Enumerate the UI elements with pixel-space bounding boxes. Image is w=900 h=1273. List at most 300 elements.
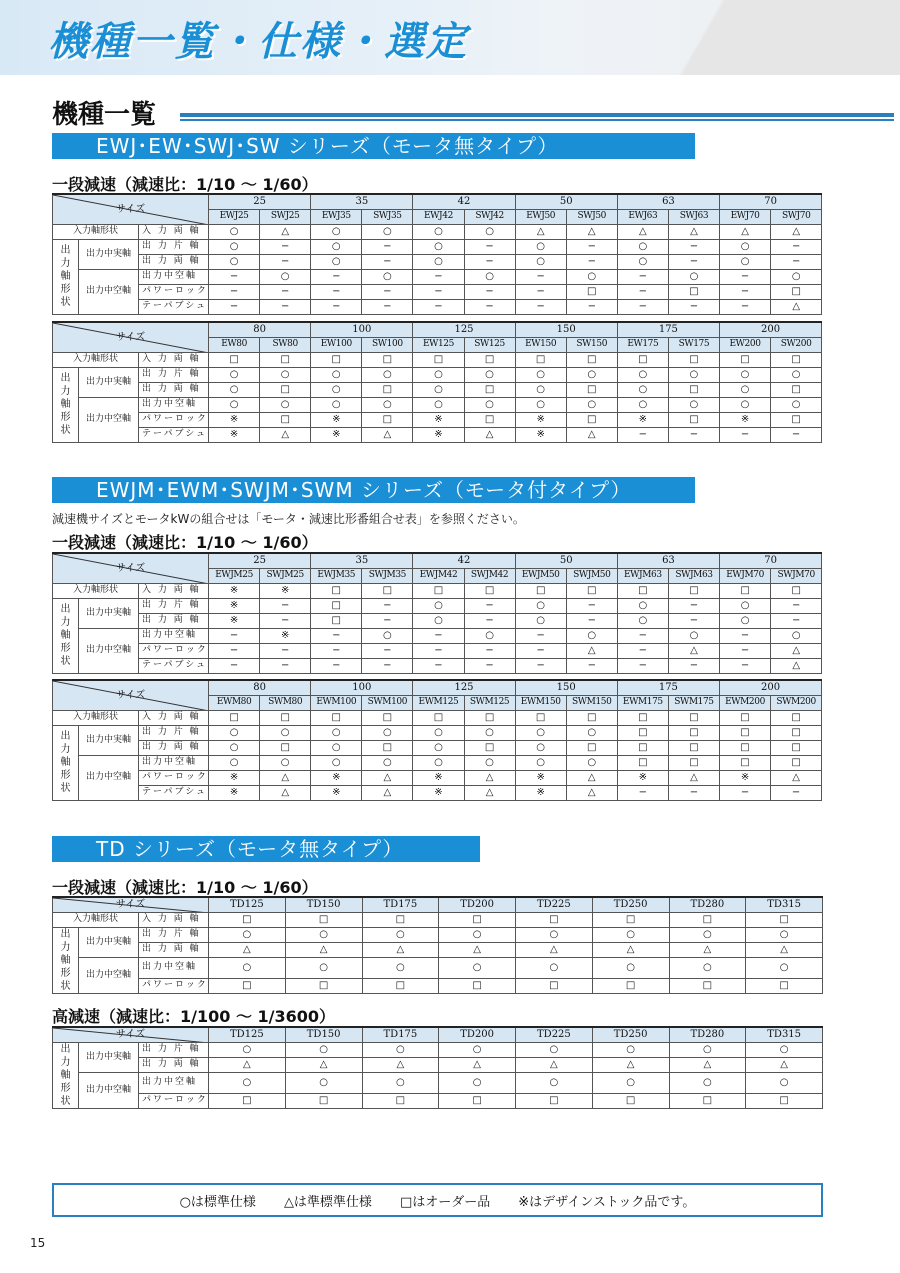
spec-cell: □ <box>439 978 516 993</box>
size-header: 25 <box>209 553 311 568</box>
spec-cell: − <box>771 598 822 613</box>
spec-cell: ○ <box>260 269 311 284</box>
spec-cell: − <box>464 598 515 613</box>
spec-table-td-high <box>52 1026 822 1109</box>
spec-cell: ○ <box>413 740 464 755</box>
spec-table-ewjm <box>52 552 822 674</box>
size-label: サイズ <box>115 689 146 701</box>
spec-row-label: 出力中空軸 <box>139 397 209 412</box>
spec-cell: □ <box>771 412 822 427</box>
model-header: TD175 <box>362 1027 439 1042</box>
model-header: SWJM25 <box>260 568 311 583</box>
model-header: SWM175 <box>668 695 719 710</box>
spec-cell: □ <box>617 755 668 770</box>
size-label: サイズ <box>115 1029 146 1041</box>
spec-cell: ○ <box>617 613 668 628</box>
spec-cell: □ <box>413 710 464 725</box>
model-header: SW100 <box>362 337 413 352</box>
spec-cell: − <box>719 427 770 442</box>
spec-row-label: テーパブシュ <box>139 427 209 442</box>
spec-cell: ○ <box>439 957 516 978</box>
subtitle-t6: 高減速（減速比：1/100 〜 1/3600） <box>52 1007 336 1026</box>
spec-cell: ○ <box>362 367 413 382</box>
spec-cell: − <box>413 628 464 643</box>
spec-cell: □ <box>362 352 413 367</box>
spec-cell: □ <box>668 352 719 367</box>
spec-cell: △ <box>566 643 617 658</box>
spec-cell: □ <box>260 412 311 427</box>
spec-cell: ○ <box>464 269 515 284</box>
spec-cell: ○ <box>285 1072 362 1093</box>
spec-cell: ○ <box>515 598 566 613</box>
model-header: SW80 <box>260 337 311 352</box>
size-header: 50 <box>515 553 617 568</box>
model-header: EW175 <box>617 337 668 352</box>
spec-cell: − <box>260 643 311 658</box>
spec-cell: △ <box>668 770 719 785</box>
spec-cell: □ <box>669 912 746 927</box>
spec-cell: □ <box>260 382 311 397</box>
spec-cell: □ <box>311 598 362 613</box>
model-header: SW150 <box>566 337 617 352</box>
size-label: サイズ <box>115 331 146 343</box>
model-header: TD315 <box>746 897 823 912</box>
spec-cell: □ <box>260 352 311 367</box>
spec-cell: □ <box>413 583 464 598</box>
spec-cell: ○ <box>592 927 669 942</box>
size-header: 70 <box>720 553 822 568</box>
model-header: EW80 <box>209 337 260 352</box>
spec-cell: ○ <box>668 367 719 382</box>
spec-cell: ○ <box>362 1042 439 1057</box>
spec-cell: ※ <box>719 412 770 427</box>
spec-cell: □ <box>668 284 719 299</box>
spec-cell: ※ <box>311 770 362 785</box>
spec-cell: ○ <box>669 927 746 942</box>
spec-cell: □ <box>771 710 822 725</box>
subtitle-t5: 一段減速（減速比：1/10 〜 1/60） <box>52 878 318 897</box>
spec-cell: − <box>771 254 822 269</box>
spec-cell: − <box>413 299 464 314</box>
spec-cell: ○ <box>515 239 566 254</box>
spec-cell: − <box>515 628 566 643</box>
output-shape-label: 出 力 軸 形 状 <box>53 725 79 800</box>
input-shape-label: 入力軸形状 <box>53 912 139 927</box>
spec-cell: ○ <box>516 957 593 978</box>
size-header: 175 <box>617 322 719 337</box>
size-header: 150 <box>515 322 617 337</box>
spec-cell: □ <box>719 710 770 725</box>
output-shape-label: 出 力 軸 形 状 <box>53 239 79 314</box>
spec-cell: △ <box>362 770 413 785</box>
spec-cell: − <box>515 299 566 314</box>
spec-cell: ○ <box>285 1042 362 1057</box>
spec-cell: ※ <box>209 583 260 598</box>
spec-cell: ○ <box>311 755 362 770</box>
spec-cell: ○ <box>362 725 413 740</box>
spec-cell: □ <box>669 978 746 993</box>
spec-cell: ○ <box>516 1072 593 1093</box>
model-header: TD225 <box>516 897 593 912</box>
spec-cell: □ <box>285 912 362 927</box>
spec-cell: ○ <box>413 254 464 269</box>
spec-cell: ○ <box>362 224 413 239</box>
spec-cell: □ <box>746 978 823 993</box>
hollow-shaft-label: 出力中空軸 <box>79 269 139 314</box>
spec-cell: □ <box>668 412 719 427</box>
spec-cell: △ <box>771 299 822 314</box>
spec-cell: − <box>720 299 771 314</box>
spec-cell: ○ <box>617 367 668 382</box>
spec-cell: ○ <box>720 254 771 269</box>
spec-cell: ○ <box>311 239 362 254</box>
spec-cell: □ <box>515 352 566 367</box>
model-header: SWM125 <box>464 695 515 710</box>
spec-cell: □ <box>668 725 719 740</box>
spec-cell: − <box>260 299 311 314</box>
spec-table-td <box>52 896 822 994</box>
spec-cell: □ <box>260 710 311 725</box>
spec-cell: □ <box>746 912 823 927</box>
spec-cell: − <box>464 299 515 314</box>
spec-cell: − <box>362 613 413 628</box>
spec-cell: △ <box>668 643 719 658</box>
spec-cell: △ <box>617 224 668 239</box>
spec-cell: ○ <box>669 1042 746 1057</box>
model-header: EWJM42 <box>413 568 464 583</box>
spec-cell: ○ <box>209 382 260 397</box>
spec-table-ewj <box>52 193 822 315</box>
spec-cell: ※ <box>413 770 464 785</box>
spec-row-label: パワーロック <box>139 412 209 427</box>
spec-cell: □ <box>771 352 822 367</box>
spec-row-label: 出力中空軸 <box>139 957 209 978</box>
input-shape-label: 入力軸形状 <box>53 224 139 239</box>
spec-cell: △ <box>260 224 311 239</box>
spec-row-label: 入 力 両 軸 <box>139 352 209 367</box>
spec-cell: − <box>311 269 362 284</box>
spec-cell: □ <box>566 412 617 427</box>
spec-cell: □ <box>362 710 413 725</box>
size-corner-cell <box>53 1027 209 1042</box>
size-corner-cell <box>53 897 209 912</box>
spec-cell: □ <box>592 978 669 993</box>
model-header: EWJ35 <box>311 209 362 224</box>
spec-row-label: 出 力 片 軸 <box>139 725 209 740</box>
spec-cell: − <box>464 239 515 254</box>
model-header: EWJM50 <box>515 568 566 583</box>
spec-cell: ○ <box>311 254 362 269</box>
spec-cell: ○ <box>515 740 566 755</box>
size-corner-cell <box>53 322 209 352</box>
model-header: EWJ70 <box>720 209 771 224</box>
spec-cell: − <box>720 658 771 673</box>
spec-cell: □ <box>464 412 515 427</box>
spec-cell: ○ <box>311 367 362 382</box>
subtitle-t1: 一段減速（減速比：1/10 〜 1/60） <box>52 175 318 194</box>
spec-cell: − <box>362 284 413 299</box>
spec-cell: □ <box>439 912 516 927</box>
spec-cell: □ <box>311 352 362 367</box>
spec-cell: △ <box>464 785 515 800</box>
title-rule-thin <box>180 119 894 121</box>
series-banner-ewjm: EWJM･EWM･SWJM･SWM シリーズ（モータ付タイプ） <box>52 477 695 503</box>
spec-cell: − <box>668 785 719 800</box>
spec-cell: ○ <box>362 957 439 978</box>
spec-row-label: 出 力 片 軸 <box>139 927 209 942</box>
spec-cell: − <box>617 785 668 800</box>
spec-cell: □ <box>260 740 311 755</box>
legend-box <box>52 1183 823 1217</box>
spec-cell: ○ <box>260 755 311 770</box>
spec-cell: − <box>515 269 566 284</box>
spec-cell: ○ <box>311 224 362 239</box>
spec-cell: − <box>515 643 566 658</box>
model-header: SWJM70 <box>771 568 822 583</box>
spec-cell: ○ <box>617 397 668 412</box>
spec-cell: − <box>413 658 464 673</box>
spec-cell: ○ <box>464 755 515 770</box>
spec-cell: − <box>617 643 668 658</box>
model-header: SWJ70 <box>771 209 822 224</box>
model-header: SWJ63 <box>668 209 719 224</box>
spec-cell: □ <box>566 382 617 397</box>
spec-cell: □ <box>566 352 617 367</box>
spec-row-label: 出力中空軸 <box>139 628 209 643</box>
spec-cell: ○ <box>439 927 516 942</box>
spec-cell: − <box>668 239 719 254</box>
size-header: 175 <box>617 680 719 695</box>
spec-cell: □ <box>285 1093 362 1108</box>
input-shape-label: 入力軸形状 <box>53 583 139 598</box>
spec-cell: □ <box>439 1093 516 1108</box>
page-header <box>0 0 900 75</box>
model-header: SW200 <box>771 337 822 352</box>
spec-cell: ○ <box>746 1072 823 1093</box>
spec-cell: − <box>464 658 515 673</box>
spec-cell: □ <box>746 1093 823 1108</box>
spec-cell: ○ <box>566 397 617 412</box>
output-shape-label: 出 力 軸 形 状 <box>53 598 79 673</box>
spec-cell: − <box>668 427 719 442</box>
spec-cell: − <box>362 658 413 673</box>
spec-cell: □ <box>515 710 566 725</box>
spec-cell: △ <box>362 942 439 957</box>
spec-cell: ※ <box>209 427 260 442</box>
spec-cell: − <box>362 254 413 269</box>
model-header: EWM150 <box>515 695 566 710</box>
spec-cell: □ <box>516 1093 593 1108</box>
spec-cell: − <box>515 658 566 673</box>
spec-cell: − <box>209 628 260 643</box>
spec-cell: − <box>464 643 515 658</box>
spec-cell: ○ <box>516 1042 593 1057</box>
spec-cell: ○ <box>209 957 286 978</box>
spec-cell: □ <box>464 583 515 598</box>
model-header: EWJ25 <box>209 209 260 224</box>
spec-row-label: 入 力 両 軸 <box>139 710 209 725</box>
spec-cell: △ <box>771 658 822 673</box>
spec-cell: ○ <box>209 927 286 942</box>
spec-cell: △ <box>439 1057 516 1072</box>
spec-cell: − <box>720 269 771 284</box>
spec-cell: − <box>209 284 260 299</box>
spec-cell: ○ <box>668 269 719 284</box>
spec-cell: − <box>668 658 719 673</box>
spec-cell: □ <box>771 725 822 740</box>
spec-cell: ○ <box>209 224 260 239</box>
spec-cell: □ <box>617 710 668 725</box>
spec-cell: − <box>617 284 668 299</box>
spec-cell: ○ <box>592 957 669 978</box>
spec-cell: □ <box>209 978 286 993</box>
model-header: TD250 <box>592 1027 669 1042</box>
spec-cell: − <box>668 598 719 613</box>
spec-cell: ○ <box>720 239 771 254</box>
spec-cell: ○ <box>566 755 617 770</box>
model-header: EWJM35 <box>311 568 362 583</box>
series-banner-td: TD シリーズ（モータ無タイプ） <box>52 836 480 862</box>
spec-cell: ○ <box>209 367 260 382</box>
model-header: EWJ63 <box>617 209 668 224</box>
spec-cell: − <box>771 239 822 254</box>
size-header: 63 <box>617 553 719 568</box>
input-shape-label: 入力軸形状 <box>53 352 139 367</box>
solid-shaft-label: 出力中実軸 <box>79 239 139 269</box>
spec-cell: ○ <box>285 927 362 942</box>
size-header: 50 <box>515 194 617 209</box>
input-shape-label: 入力軸形状 <box>53 710 139 725</box>
spec-cell: □ <box>566 710 617 725</box>
spec-cell: ○ <box>413 397 464 412</box>
spec-cell: ○ <box>669 957 746 978</box>
spec-cell: − <box>720 643 771 658</box>
spec-cell: ○ <box>668 397 719 412</box>
size-header: 125 <box>413 322 515 337</box>
spec-cell: − <box>617 269 668 284</box>
size-header: 80 <box>209 322 311 337</box>
spec-cell: ※ <box>515 770 566 785</box>
spec-cell: ※ <box>515 412 566 427</box>
solid-shaft-label: 出力中実軸 <box>79 598 139 628</box>
size-label: サイズ <box>115 899 146 911</box>
spec-cell: △ <box>439 942 516 957</box>
spec-cell: − <box>362 299 413 314</box>
hollow-shaft-label: 出力中空軸 <box>79 1072 139 1108</box>
size-header: 35 <box>311 553 413 568</box>
spec-cell: − <box>617 628 668 643</box>
spec-cell: ○ <box>285 957 362 978</box>
spec-cell: ○ <box>209 254 260 269</box>
spec-cell: ○ <box>209 1072 286 1093</box>
spec-cell: − <box>311 284 362 299</box>
spec-cell: □ <box>362 740 413 755</box>
spec-cell: □ <box>464 352 515 367</box>
spec-cell: □ <box>668 583 719 598</box>
spec-cell: △ <box>516 942 593 957</box>
spec-cell: ○ <box>413 239 464 254</box>
solid-shaft-label: 出力中実軸 <box>79 1042 139 1072</box>
spec-cell: ○ <box>515 367 566 382</box>
size-corner-cell <box>53 553 209 583</box>
model-header: SWJM63 <box>668 568 719 583</box>
spec-cell: □ <box>719 352 770 367</box>
spec-cell: ○ <box>464 628 515 643</box>
spec-cell: △ <box>566 770 617 785</box>
spec-cell: □ <box>362 1093 439 1108</box>
spec-cell: − <box>260 284 311 299</box>
spec-cell: ○ <box>720 598 771 613</box>
section-title: 機種一覧 <box>52 100 157 130</box>
spec-cell: □ <box>209 710 260 725</box>
spec-cell: − <box>566 254 617 269</box>
size-header: 100 <box>311 680 413 695</box>
output-shape-label: 出 力 軸 形 状 <box>53 927 79 993</box>
spec-cell: ○ <box>464 367 515 382</box>
model-header: TD150 <box>285 897 362 912</box>
spec-cell: △ <box>260 770 311 785</box>
spec-cell: − <box>260 613 311 628</box>
model-header: SWJ42 <box>464 209 515 224</box>
spec-cell: ○ <box>464 397 515 412</box>
spec-cell: − <box>362 598 413 613</box>
hollow-shaft-label: 出力中空軸 <box>79 628 139 673</box>
spec-cell: − <box>720 628 771 643</box>
spec-row-label: 出 力 両 軸 <box>139 254 209 269</box>
spec-cell: ○ <box>311 725 362 740</box>
spec-cell: − <box>260 239 311 254</box>
spec-cell: − <box>771 613 822 628</box>
spec-cell: − <box>617 658 668 673</box>
output-shape-label: 出 力 軸 形 状 <box>53 367 79 442</box>
spec-cell: □ <box>413 352 464 367</box>
combination-note: 減速機サイズとモータkWの組合せは「モータ・減速比形番組合せ表」を参照ください。 <box>52 512 525 526</box>
spec-cell: △ <box>464 427 515 442</box>
spec-cell: △ <box>746 1057 823 1072</box>
spec-cell: ※ <box>515 427 566 442</box>
spec-cell: ○ <box>516 927 593 942</box>
size-label: サイズ <box>115 562 146 574</box>
model-header: TD125 <box>209 897 286 912</box>
size-header: 200 <box>719 322 821 337</box>
spec-cell: □ <box>362 912 439 927</box>
spec-row-label: 出 力 両 軸 <box>139 942 209 957</box>
spec-cell: − <box>464 284 515 299</box>
spec-cell: ○ <box>362 927 439 942</box>
spec-cell: △ <box>285 1057 362 1072</box>
spec-row-label: 出 力 両 軸 <box>139 740 209 755</box>
spec-cell: □ <box>668 710 719 725</box>
spec-cell: ○ <box>209 239 260 254</box>
spec-cell: □ <box>719 725 770 740</box>
spec-cell: ○ <box>566 269 617 284</box>
spec-cell: ○ <box>413 382 464 397</box>
model-header: SWM100 <box>362 695 413 710</box>
size-header: 42 <box>413 553 515 568</box>
spec-cell: □ <box>311 583 362 598</box>
spec-cell: △ <box>209 942 286 957</box>
model-header: SWM150 <box>566 695 617 710</box>
spec-cell: □ <box>771 755 822 770</box>
spec-cell: △ <box>516 1057 593 1072</box>
spec-cell: □ <box>668 382 719 397</box>
spec-cell: △ <box>362 1057 439 1072</box>
spec-cell: ○ <box>209 725 260 740</box>
size-header: 42 <box>413 194 515 209</box>
spec-cell: □ <box>362 412 413 427</box>
page-number: 15 <box>30 1236 46 1250</box>
spec-cell: − <box>362 643 413 658</box>
